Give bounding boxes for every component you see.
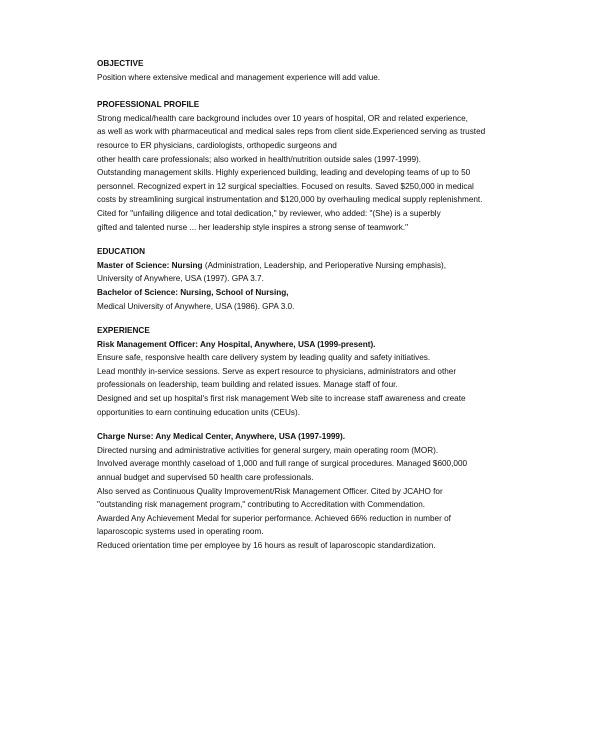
profile-line: gifted and talented nurse ... her leadership style inspires a strong sense of teamwork." — [97, 222, 409, 232]
job1-line: Lead monthly in-service sessions. Serve as expert resource to physicians, administrators and other — [97, 366, 457, 376]
bachelors-school: Medical University of Anywhere, USA (1986). GPA 3.0. — [97, 301, 295, 311]
profile-line: other health care professionals; also worked in health/nutrition outside sales (1997-1999). — [97, 154, 422, 164]
job2-line: Involved average monthly caseload of 1,000 and full range of surgical procedures. Managed $600,000 — [97, 459, 468, 469]
masters-detail: (Administration, Leadership, and Perioperative Nursing emphasis), — [202, 260, 447, 270]
job1-line: professionals on leadership, team building and related issues. Manage staff of four. — [97, 380, 398, 390]
job2-line: Awarded Any Achievement Medal for superior performance. Achieved 66% reduction in number of — [97, 513, 451, 523]
bachelors-degree: Bachelor of Science: Nursing, School of Nursing, — [97, 287, 289, 297]
job1-line: opportunities to earn continuing education units (CEUs). — [97, 407, 300, 417]
profile-line: Strong medical/health care background includes over 10 years of hospital, OR and related experience, — [97, 113, 468, 123]
job2-title: Charge Nurse: Any Medical Center, Anywhere, USA (1997-1999). — [97, 432, 345, 442]
section-gap — [97, 84, 517, 98]
profile-line: as well as work with pharmaceutical and medical sales reps from client side.Experienced serving as trusted — [97, 127, 486, 137]
section-gap — [97, 419, 517, 430]
section-gap — [97, 234, 517, 245]
masters-degree: Master of Science: Nursing — [97, 260, 203, 270]
objective-heading: OBJECTIVE — [97, 59, 144, 68]
job2-line: Also served as Continuous Quality Improvement/Risk Management Officer. Cited by JCAHO for — [97, 486, 443, 496]
profile-line: costs by streamlining surgical instrumentation and $120,000 by overhauling medical supply replenishment. — [97, 195, 483, 205]
job2-line: annual budget and supervised 50 health care professionals. — [97, 473, 314, 483]
education-heading: EDUCATION — [97, 247, 146, 257]
section-gap — [97, 313, 517, 324]
objective-text: Position where extensive medical and management experience will add value. — [97, 72, 381, 82]
job1-line: Ensure safe, responsive health care delivery system by leading quality and safety initiatives. — [97, 353, 431, 363]
profile-line: resource to ER physicians, cardiologists, orthopedic surgeons and — [97, 140, 337, 150]
masters-line — [97, 259, 517, 273]
masters-school: University of Anywhere, USA (1997). GPA 3.7. — [97, 274, 264, 284]
resume-page — [97, 57, 517, 553]
job2-line: Directed nursing and administrative activities for general surgery, main operating room (MOR). — [97, 445, 439, 455]
profile-heading: PROFESSIONAL PROFILE — [97, 100, 200, 110]
job1-line: Designed and set up hospital's first risk management Web site to increase staff awareness and create — [97, 394, 466, 404]
job2-line: laparoscopic systems used in operating room. — [97, 527, 264, 537]
job2-line: Reduced orientation time per employee by 16 hours as result of laparoscopic standardization. — [97, 541, 436, 550]
profile-line: Cited for "unfailing diligence and total dedication," by reviewer, who added: "(She) is a superbly — [97, 208, 441, 218]
profile-line: Outstanding management skills. Highly experienced building, leading and developing teams of up to 50 — [97, 168, 471, 178]
profile-line: personnel. Recognized expert in 12 surgical specialties. Focused on results. Saved $250,000 in medical — [97, 181, 474, 191]
experience-heading: EXPERIENCE — [97, 326, 150, 336]
job2-line: "outstanding risk management program," contributing to Accreditation with Commendation. — [97, 500, 426, 510]
job1-title: Risk Management Officer: Any Hospital, Anywhere, USA (1999-present). — [97, 339, 376, 349]
